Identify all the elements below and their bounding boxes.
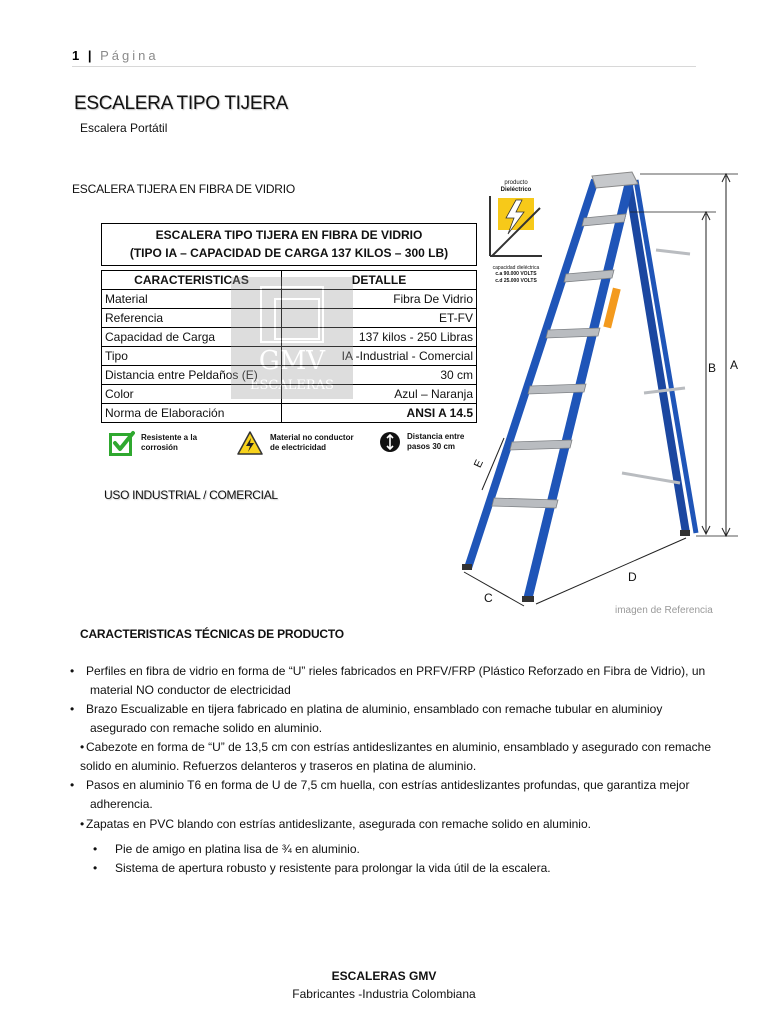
row-key: Distancia entre Peldaños (E) xyxy=(102,366,282,385)
table-row xyxy=(102,328,477,347)
header-separator: | xyxy=(87,48,93,63)
row-value: Azul – Naranja xyxy=(282,385,477,404)
list-item-text: Pie de amigo en platina lisa de ¾ en aluminio. xyxy=(115,842,360,856)
row-value: ANSI A 14.5 xyxy=(282,404,477,423)
product-section-heading: ESCALERA TIJERA EN FIBRA DE VIDRIO xyxy=(72,182,296,196)
ladder-rung xyxy=(546,328,600,338)
bullet-dot-icon: • xyxy=(80,740,85,754)
dimension-label-e: E xyxy=(471,458,486,470)
badge-small-caption: capacidad dieléctrica xyxy=(492,265,540,271)
table-row xyxy=(102,309,477,328)
row-value: 30 cm xyxy=(282,366,477,385)
distance-label-line2: pasos 30 cm xyxy=(407,442,456,451)
page-header xyxy=(72,48,159,63)
spec-table-header-row xyxy=(102,271,477,290)
row-key: Capacidad de Carga xyxy=(102,328,282,347)
bullet-dot-icon: • xyxy=(93,861,98,875)
dimension-label-c: C xyxy=(484,591,493,605)
row-key: Color xyxy=(102,385,282,404)
spec-table-title-line2: (TIPO IA – CAPACIDAD DE CARGA 137 KILOS – 300 LB) xyxy=(129,246,449,260)
row-value: 137 kilos - 250 Libras xyxy=(282,328,477,347)
row-key: Tipo xyxy=(102,347,282,366)
ladder-foot xyxy=(680,530,690,536)
check-icon xyxy=(109,430,135,456)
technical-section-heading: CARACTERISTICAS TÉCNICAS DE PRODUCTO xyxy=(80,627,344,641)
table-row xyxy=(102,385,477,404)
feature-dielectric xyxy=(236,430,354,456)
bullet-dot-icon: • xyxy=(70,778,75,792)
table-row xyxy=(102,347,477,366)
badge-line1: producto xyxy=(504,180,528,186)
list-item-text: Pasos en aluminio T6 en forma de U de 7,5 cm huella, con estrías antideslizantes profundas, que garantiza mejor adherencia. xyxy=(86,778,690,811)
feature-corrosion xyxy=(109,430,197,456)
table-row xyxy=(102,290,477,309)
ladder-foot xyxy=(522,596,534,602)
table-row xyxy=(102,366,477,385)
badge-volts-ac: c.a 90.000 VOLTS xyxy=(495,271,537,277)
ladder-front-rail xyxy=(468,180,595,568)
ladder-rung xyxy=(492,498,558,508)
corrosion-label-line1: Resistente a la xyxy=(141,433,198,442)
ladder-rung xyxy=(510,440,572,450)
table-row xyxy=(102,404,477,423)
list-item xyxy=(80,815,720,834)
header-rule xyxy=(72,66,696,67)
row-key: Material xyxy=(102,290,282,309)
list-item xyxy=(70,776,720,814)
list-item xyxy=(70,700,720,738)
row-key: Referencia xyxy=(102,309,282,328)
dimension-d-line xyxy=(536,538,686,604)
bullet-dot-icon: • xyxy=(70,702,75,716)
column-header-detail: DETALLE xyxy=(282,271,477,290)
footer-tagline: Fabricantes -Industria Colombiana xyxy=(292,987,476,1001)
dielectric-label-line2: de electricidad xyxy=(270,443,327,452)
watermark-subtext: ESCALERAS xyxy=(250,378,334,393)
step-distance-icon xyxy=(379,430,401,454)
dimension-c-line xyxy=(464,572,524,606)
dimension-label-d: D xyxy=(628,570,637,584)
watermark-text: GMV xyxy=(258,346,326,376)
list-item xyxy=(70,662,720,700)
list-item xyxy=(80,738,720,776)
row-key: Norma de Elaboración xyxy=(102,404,282,423)
feature-distance xyxy=(379,430,464,454)
list-item-text: Brazo Escualizable en tijera fabricado en platina de aluminio, ensamblado con remache tubular en aluminioy asegurado con remache solido en aluminio. xyxy=(86,702,663,735)
bullet-dot-icon: • xyxy=(80,817,85,831)
list-item-text: Zapatas en PVC blando con estrías antideslizante, asegurada con remache solido en aluminio. xyxy=(86,817,591,831)
document-title: ESCALERA TIPO TIJERA xyxy=(74,93,288,114)
spec-table-title-row xyxy=(102,224,477,266)
usage-heading: USO INDUSTRIAL / COMERCIAL xyxy=(104,488,278,502)
distance-label-line1: Distancia entre xyxy=(407,432,465,441)
page-word: Página xyxy=(100,48,159,63)
bullet-dot-icon: • xyxy=(70,664,75,678)
list-item xyxy=(93,859,551,878)
spec-table-title-line1: ESCALERA TIPO TIJERA EN FIBRA DE VIDRIO xyxy=(155,228,423,242)
list-item-text: Sistema de apertura robusto y resistente para prolongar la vida útil de la escalera. xyxy=(115,861,551,875)
spec-table-title xyxy=(102,224,477,266)
dimension-label-b: B xyxy=(708,361,717,375)
reference-image-caption: imagen de Referencia xyxy=(615,605,713,616)
badge-line2: Dieléctrico xyxy=(500,187,532,193)
ladder-illustration xyxy=(460,168,750,613)
list-item xyxy=(93,840,360,859)
dimension-label-a: A xyxy=(730,358,739,372)
ladder-foot xyxy=(462,564,472,570)
electric-warning-icon xyxy=(236,430,264,456)
dielectric-label-line1: Material no conductor xyxy=(270,433,354,442)
corrosion-label-line2: corrosión xyxy=(141,443,178,452)
row-value: Fibra De Vidrio xyxy=(282,290,477,309)
page-number: 1 xyxy=(72,48,81,63)
spec-table xyxy=(101,223,477,423)
row-value: IA -Industrial - Comercial xyxy=(282,347,477,366)
badge-volts-dc: c.d 25.000 VOLTS xyxy=(495,278,537,284)
column-header-characteristics: CARACTERISTICAS xyxy=(102,271,282,290)
footer-company: ESCALERAS GMV xyxy=(331,969,437,983)
bullet-dot-icon: • xyxy=(93,842,98,856)
document-subtitle: Escalera Portátil xyxy=(80,121,168,135)
row-value: ET-FV xyxy=(282,309,477,328)
ladder-rung xyxy=(528,384,586,394)
list-item-text: Cabezote en forma de “U” de 13,5 cm con estrías antideslizantes en aluminio, ensamblado y asegurado con remache solido en aluminio. Refuerzos delanteros y traseros en platina de aluminio. xyxy=(80,740,712,773)
list-item-text: Perfiles en fibra de vidrio en forma de “U” rieles fabricados en PRFV/FRP (Plástico Reforzado en Fibra de Vidrio), un material NO conductor de electricidad xyxy=(86,664,706,697)
